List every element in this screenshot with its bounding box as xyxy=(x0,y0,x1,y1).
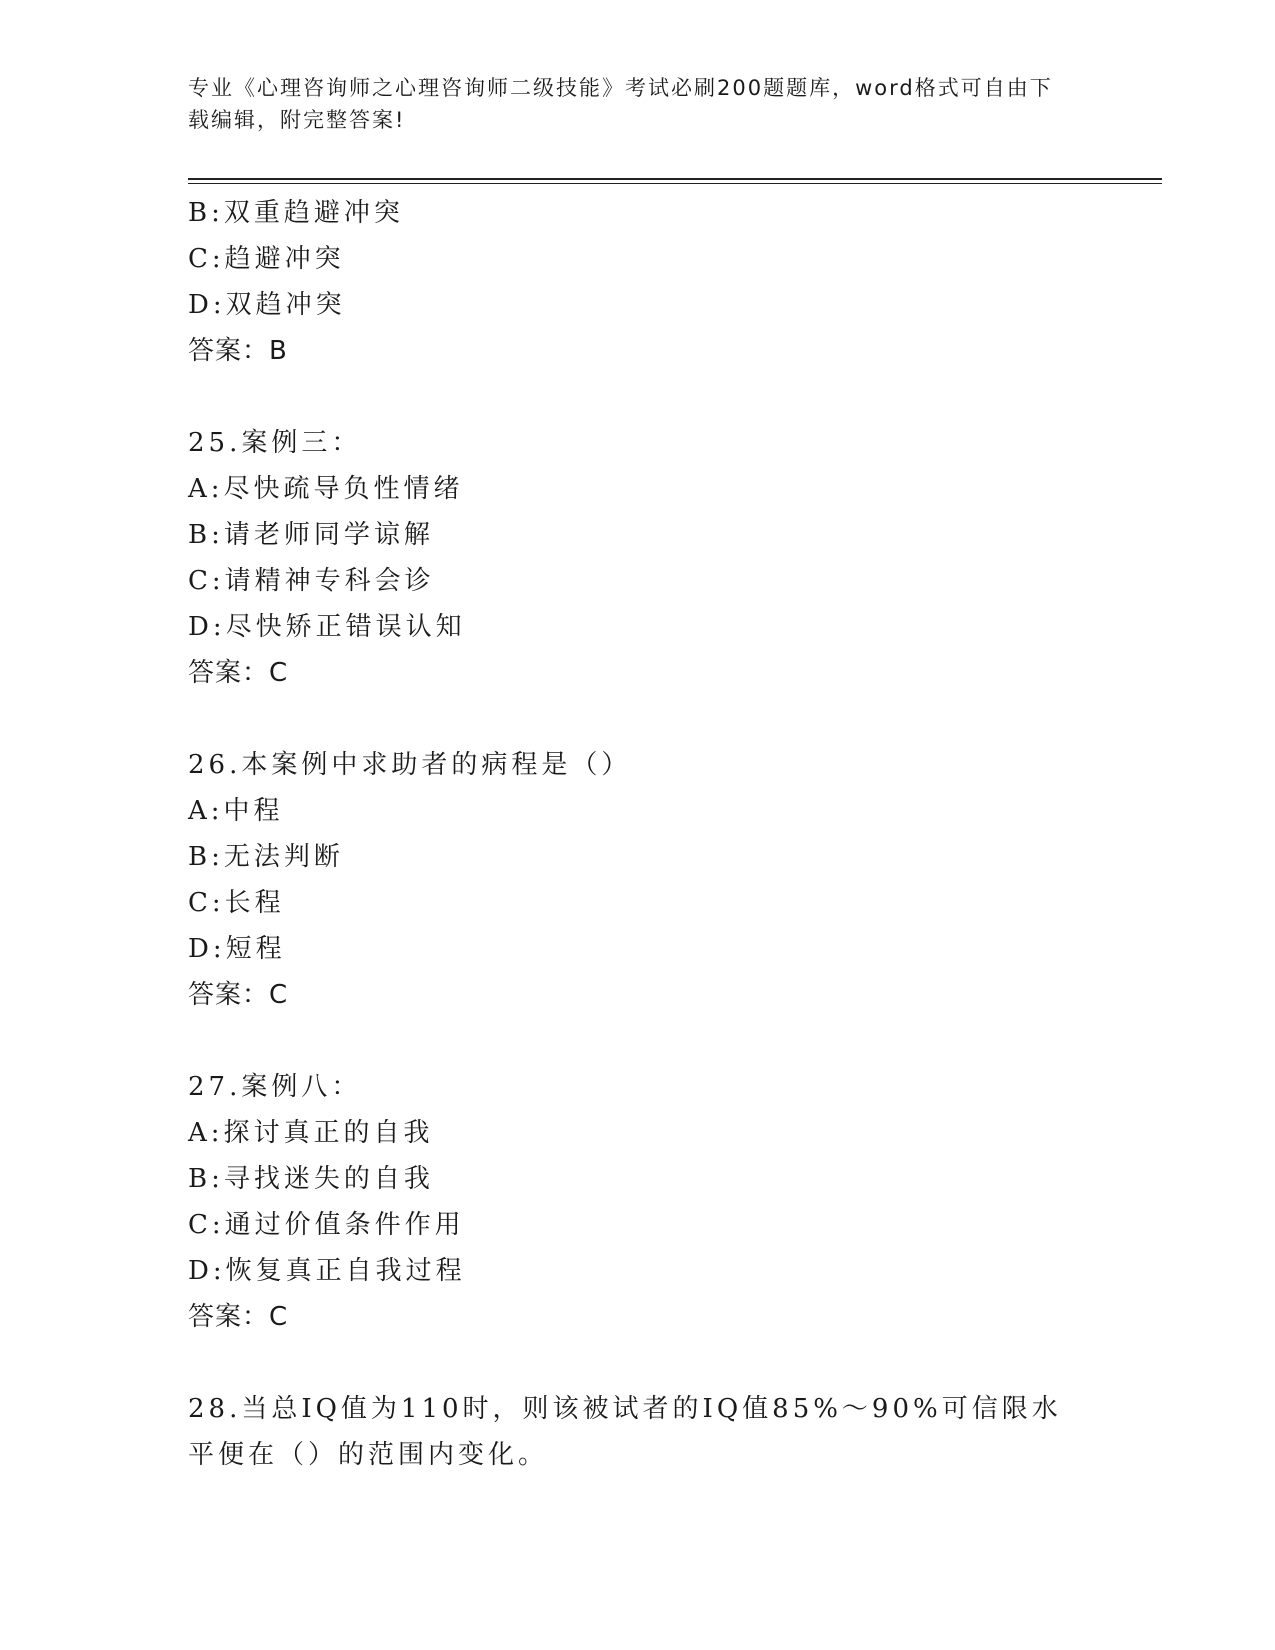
option-a: A:中程 xyxy=(188,796,284,826)
header-divider-thick xyxy=(188,178,1162,180)
question-24-continuation xyxy=(188,190,1088,374)
question-27 xyxy=(188,1064,1088,1340)
option-d: D:恢复真正自我过程 xyxy=(188,1256,466,1286)
option-c: C:通过价值条件作用 xyxy=(188,1210,465,1240)
option-d: D:双趋冲突 xyxy=(188,290,346,320)
option-b: B:寻找迷失的自我 xyxy=(188,1164,434,1194)
question-stem: 27.案例八： xyxy=(188,1072,362,1102)
option-a: A:探讨真正的自我 xyxy=(188,1118,434,1148)
answer-line: 答案：C xyxy=(188,980,289,1010)
question-stem: 28.当总IQ值为110时，则该被试者的IQ值85%～90%可信限水平便在（）的范围内变化。 xyxy=(188,1394,1062,1470)
option-c: C:长程 xyxy=(188,888,285,918)
question-list xyxy=(188,190,1088,1478)
option-d: D:尽快矫正错误认知 xyxy=(188,612,466,642)
question-stem: 25.案例三： xyxy=(188,428,362,458)
spacer xyxy=(188,374,1088,420)
answer-line: 答案：B xyxy=(188,336,288,366)
option-b: B:无法判断 xyxy=(188,842,344,872)
spacer xyxy=(188,696,1088,742)
option-c: C:趋避冲突 xyxy=(188,244,345,274)
document-header: 专业《心理咨询师之心理咨询师二级技能》考试必刷200题题库，word格式可自由下载编辑，附完整答案! xyxy=(188,76,1053,132)
option-a: A:尽快疏导负性情绪 xyxy=(188,474,464,504)
header-divider-thin xyxy=(188,183,1162,184)
answer-line: 答案：C xyxy=(188,658,289,688)
answer-line: 答案：C xyxy=(188,1302,289,1332)
question-26 xyxy=(188,742,1088,1018)
option-d: D:短程 xyxy=(188,934,286,964)
question-28 xyxy=(188,1386,1088,1478)
option-b: B:请老师同学谅解 xyxy=(188,520,434,550)
option-b: B:双重趋避冲突 xyxy=(188,198,404,228)
question-stem: 26.本案例中求助者的病程是（） xyxy=(188,750,632,780)
spacer xyxy=(188,1018,1088,1064)
spacer xyxy=(188,1340,1088,1386)
option-c: C:请精神专科会诊 xyxy=(188,566,435,596)
question-25 xyxy=(188,420,1088,696)
